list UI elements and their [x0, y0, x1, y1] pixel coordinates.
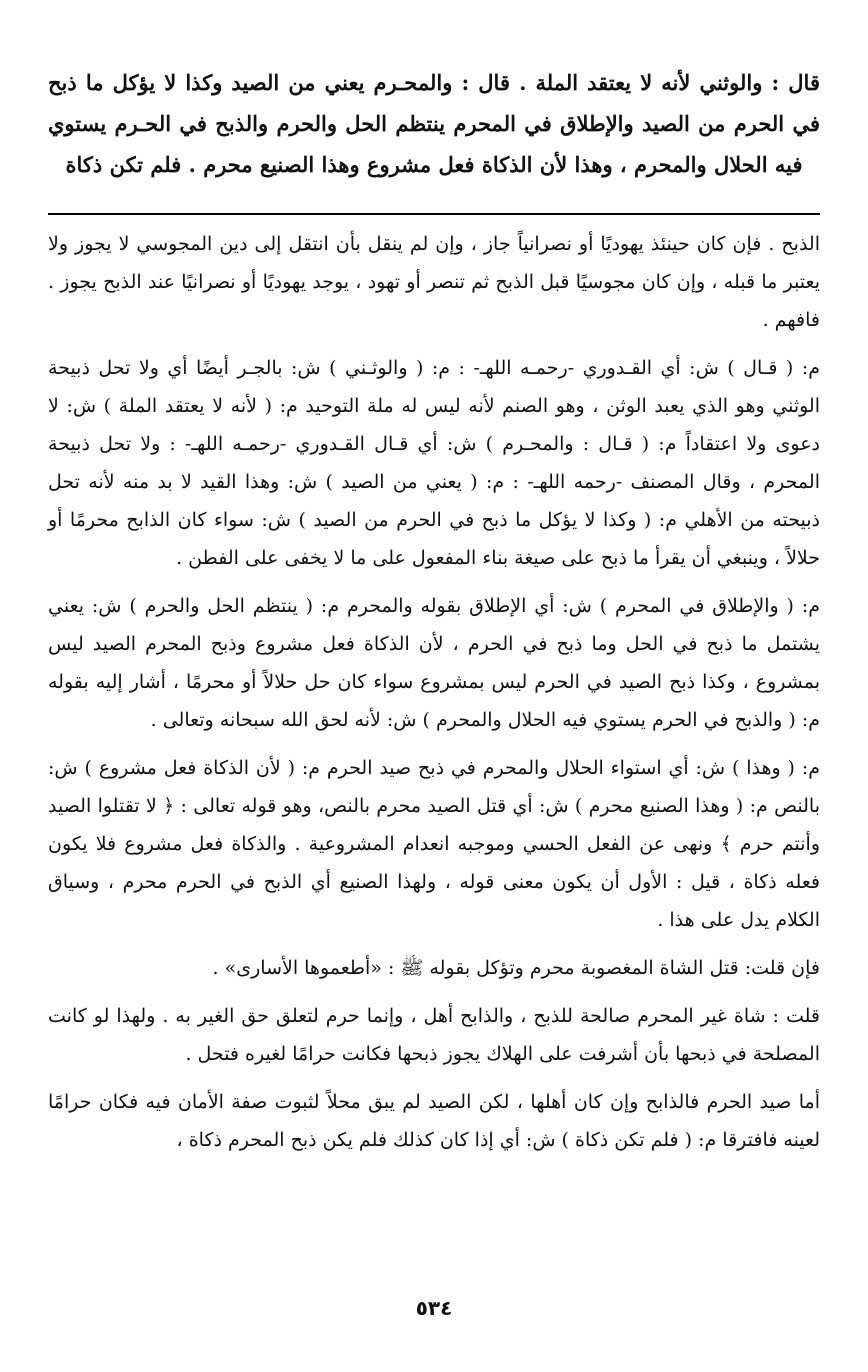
commentary-paragraph: م: ( وهذا ) ش: أي استواء الحلال والمحرم في ذبح صيد الحرم م: ( لأن الذكاة فعل مشروع ) ش: بالنص م: ( وهذا الصنيع محرم ) ش: أي قتل الصيد محرم بالنص، وهو قوله تعالى : ﴿ لا تقتلوا الصيد وأنتم حرم ﴾ ونهى عن الفعل الحسي وموجبه انعدام المشروعية . والذكاة فعل مشروع فلا يكون فعله ذكاة ، قيل : الأول أن يكون معنى قوله ، ولهذا الصنيع أي الذبح في الحرم محرم ، وسياق الكلام يدل على هذا .	[48, 757, 821, 931]
commentary-paragraph: الذبح . فإن كان حينئذ يهوديًا أو نصرانياً جاز ، وإن لم ينقل بأن انتقل إلى دين المجوسي لا يجوز ولا يعتبر ما قبله ، وإن كان مجوسيًا قبل الذبح ثم تنصر أو تهود ، يوجد يهوديًا أو نصرانيًا عند الذبح يجوز . فافهم .	[48, 233, 820, 331]
commentary-paragraph: م: ( قـال ) ش: أي القـدوري -رحمـه اللهـ- : م: ( والوثـني ) ش: بالجـر أيضًا أي ولا تحل ذبيحة الوثني وهو الذي يعبد الوثن ، وهو الصنم لأنه ليس له ملة التوحيد م: ( لأنه لا يعتقد الملة ) ش: لا دعوى ولا اعتقاداً م: ( قـال : والمحـرم ) ش: أي قـال القـدوري -رحمـه اللهـ- : ولا تحل ذبيحة المحرم ، وقال المصنف -رحمه اللهـ- : م: ( يعني من الصيد ) ش: وهذا القيد لا بد منه لأنه تحل ذبيحته من الأهلي م: ( وكذا لا يؤكل ما ذبح في الحرم من الصيد ) ش: سواء كان الذابح محرمًا أو حلالاً ، وينبغي أن يقرأ ما ذبح على صيغة بناء المفعول على ما لا يخفى على الفطن .	[48, 357, 820, 569]
main-text	[48, 62, 820, 185]
separator-line	[48, 213, 820, 215]
commentary	[48, 225, 820, 1159]
main-text-paragraph: قال : والوثني لأنه لا يعتقد الملة . قال : والمحـرم يعني من الصيد وكذا لا يؤكل ما ذبح في الحرم من الصيد والإطلاق في المحرم ينتظم الحل والحرم والذبح في الحـرم يستوي فيه الحلال والمحرم ، وهذا لأن الذكاة فعل مشروع وهذا الصنيع محرم . فلم تكن ذكاة	[48, 70, 820, 177]
commentary-paragraph: م: ( والإطلاق في المحرم ) ش: أي الإطلاق بقوله والمحرم م: ( ينتظم الحل والحرم ) ش: يعني يشتمل ما ذبح في الحل وما ذبح في الحرم ، لأن الذكاة فعل مشروع وذبح المحرم الصيد ليس بمشروع ، وكذا ذبح الصيد في الحرم ليس بمشروع سواء كان حل حلالاً أو محرمًا ، أشار إليه بقوله م: ( والذبح في الحرم يستوي فيه الحلال والمحرم ) ش: لأنه لحق الله سبحانه وتعالى .	[48, 595, 820, 731]
commentary-paragraph: أما صيد الحرم فالذابح وإن كان أهلها ، لكن الصيد لم يبق محلاً لثبوت صفة الأمان فيه فكان حرامًا لعينه فافترقا م: ( فلم تكن ذكاة ) ش: أي إذا كان كذلك فلم يكن ذبح المحرم ذكاة ،	[48, 1091, 820, 1151]
book-page	[48, 62, 820, 1372]
page-number: ٥٣٤	[415, 1296, 453, 1320]
commentary-paragraph: فإن قلت: قتل الشاة المغصوبة محرم وتؤكل بقوله ﷺ : «أطعموها الأسارى» .	[212, 957, 820, 979]
commentary-paragraph: قلت : شاة غير المحرم صالحة للذبح ، والذابح أهل ، وإنما حرم لتعلق حق الغير به . ولهذا لو كانت المصلحة في ذبحها بأن أشرفت على الهلاك يجوز ذبحها فكانت حرامًا لغيره فتحل .	[48, 1005, 820, 1065]
